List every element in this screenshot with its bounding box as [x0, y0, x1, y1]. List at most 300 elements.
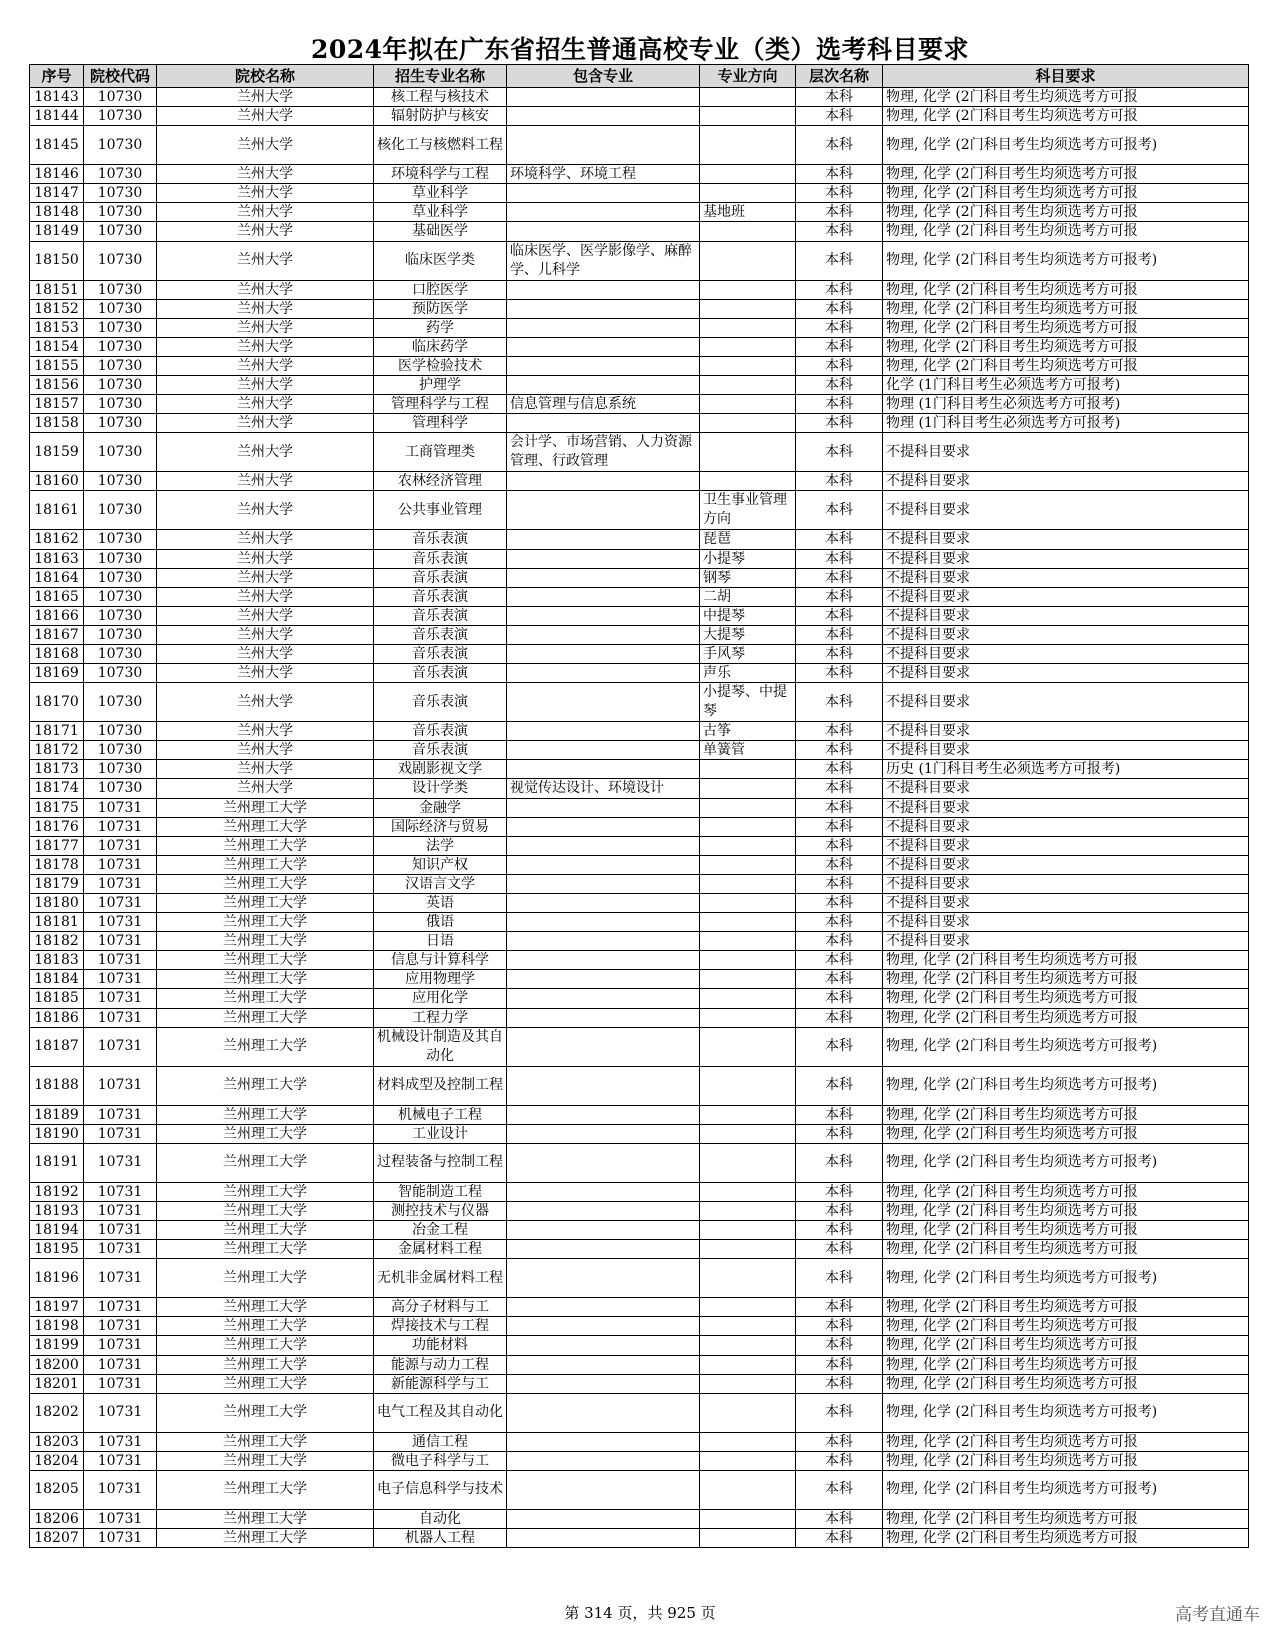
- cell-seq: 18153: [30, 318, 84, 337]
- cell-direction: [700, 337, 796, 356]
- cell-seq: 18201: [30, 1374, 84, 1393]
- cell-direction: 大提琴: [700, 625, 796, 644]
- table-row: [30, 1528, 1249, 1547]
- table-row: [30, 241, 1249, 280]
- cell-included-majors: [507, 1509, 700, 1528]
- cell-subject-requirement: 不提科目要求: [883, 549, 1249, 568]
- cell-included-majors: 会计学、市场营销、人力资源管理、行政管理: [507, 433, 700, 472]
- cell-level: 本科: [796, 414, 883, 433]
- cell-direction: [700, 1259, 796, 1298]
- cell-major-name: 功能材料: [374, 1336, 507, 1355]
- cell-direction: [700, 299, 796, 318]
- cell-subject-requirement: 不提科目要求: [883, 722, 1249, 741]
- cell-school-name: 兰州大学: [157, 491, 374, 530]
- cell-subject-requirement: 历史 (1门科目考生必须选考方可报考): [883, 760, 1249, 779]
- cell-subject-requirement: 不提科目要求: [883, 625, 1249, 644]
- cell-direction: [700, 798, 796, 817]
- table-row: [30, 280, 1249, 299]
- cell-major-name: 智能制造工程: [374, 1182, 507, 1201]
- cell-included-majors: [507, 894, 700, 913]
- cell-seq: 18159: [30, 433, 84, 472]
- cell-school-name: 兰州理工大学: [157, 1317, 374, 1336]
- cell-subject-requirement: 物理, 化学 (2门科目考生均须选考方可报: [883, 107, 1249, 126]
- table-row: [30, 951, 1249, 970]
- cell-direction: [700, 241, 796, 280]
- cell-major-name: 英语: [374, 894, 507, 913]
- cell-school-code: 10730: [84, 433, 157, 472]
- cell-school-code: 10731: [84, 1124, 157, 1143]
- cell-subject-requirement: 不提科目要求: [883, 836, 1249, 855]
- cell-direction: [700, 1528, 796, 1547]
- cell-level: 本科: [796, 184, 883, 203]
- cell-included-majors: [507, 1374, 700, 1393]
- table-row: [30, 1317, 1249, 1336]
- cell-level: 本科: [796, 491, 883, 530]
- cell-subject-requirement: 化学 (1门科目考生必须选考方可报考): [883, 376, 1249, 395]
- table-row: [30, 472, 1249, 491]
- cell-school-name: 兰州大学: [157, 664, 374, 683]
- cell-included-majors: [507, 798, 700, 817]
- cell-major-name: 音乐表演: [374, 683, 507, 722]
- cell-level: 本科: [796, 587, 883, 606]
- cell-subject-requirement: 物理, 化学 (2门科目考生均须选考方可报: [883, 1317, 1249, 1336]
- cell-level: 本科: [796, 318, 883, 337]
- table-row: [30, 1240, 1249, 1259]
- cell-major-name: 核化工与核燃料工程: [374, 126, 507, 165]
- cell-major-name: 自动化: [374, 1509, 507, 1528]
- cell-level: 本科: [796, 1066, 883, 1105]
- cell-direction: [700, 88, 796, 107]
- cell-school-code: 10730: [84, 683, 157, 722]
- table-row: [30, 549, 1249, 568]
- cell-direction: 小提琴: [700, 549, 796, 568]
- cell-included-majors: [507, 126, 700, 165]
- cell-major-name: 法学: [374, 836, 507, 855]
- cell-school-code: 10731: [84, 1374, 157, 1393]
- table-row: [30, 760, 1249, 779]
- cell-level: 本科: [796, 741, 883, 760]
- cell-level: 本科: [796, 1240, 883, 1259]
- cell-seq: 18182: [30, 932, 84, 951]
- cell-direction: [700, 1451, 796, 1470]
- cell-level: 本科: [796, 1008, 883, 1027]
- cell-major-name: 音乐表演: [374, 722, 507, 741]
- cell-level: 本科: [796, 530, 883, 549]
- cell-school-name: 兰州大学: [157, 414, 374, 433]
- cell-seq: 18195: [30, 1240, 84, 1259]
- cell-level: 本科: [796, 280, 883, 299]
- cell-major-name: 知识产权: [374, 855, 507, 874]
- cell-level: 本科: [796, 165, 883, 184]
- watermark-text: 高考直通车: [1175, 1605, 1260, 1625]
- cell-direction: [700, 376, 796, 395]
- cell-seq: 18205: [30, 1470, 84, 1509]
- cell-school-code: 10730: [84, 165, 157, 184]
- cell-major-name: 机械电子工程: [374, 1105, 507, 1124]
- cell-included-majors: [507, 299, 700, 318]
- header-direction: 专业方向: [700, 65, 796, 88]
- cell-direction: [700, 433, 796, 472]
- cell-subject-requirement: 物理, 化学 (2门科目考生均须选考方可报: [883, 1528, 1249, 1547]
- cell-seq: 18207: [30, 1528, 84, 1547]
- cell-included-majors: [507, 855, 700, 874]
- table-row: [30, 184, 1249, 203]
- cell-subject-requirement: 物理, 化学 (2门科目考生均须选考方可报: [883, 337, 1249, 356]
- table-row: [30, 568, 1249, 587]
- cell-school-name: 兰州大学: [157, 126, 374, 165]
- cell-school-name: 兰州理工大学: [157, 1393, 374, 1432]
- cell-school-code: 10730: [84, 549, 157, 568]
- cell-level: 本科: [796, 1336, 883, 1355]
- cell-direction: 小提琴、中提琴: [700, 683, 796, 722]
- cell-included-majors: [507, 606, 700, 625]
- cell-school-code: 10731: [84, 913, 157, 932]
- cell-subject-requirement: 不提科目要求: [883, 913, 1249, 932]
- cell-seq: 18203: [30, 1432, 84, 1451]
- cell-subject-requirement: 物理, 化学 (2门科目考生均须选考方可报: [883, 203, 1249, 222]
- cell-level: 本科: [796, 1124, 883, 1143]
- cell-seq: 18179: [30, 874, 84, 893]
- cell-subject-requirement: 物理, 化学 (2门科目考生均须选考方可报考): [883, 1393, 1249, 1432]
- cell-level: 本科: [796, 913, 883, 932]
- cell-school-name: 兰州理工大学: [157, 1143, 374, 1182]
- cell-direction: [700, 1432, 796, 1451]
- cell-school-code: 10730: [84, 779, 157, 798]
- cell-major-name: 微电子科学与工: [374, 1451, 507, 1470]
- cell-included-majors: [507, 1201, 700, 1220]
- cell-school-code: 10731: [84, 1182, 157, 1201]
- cell-seq: 18157: [30, 395, 84, 414]
- cell-major-name: 能源与动力工程: [374, 1355, 507, 1374]
- cell-included-majors: 环境科学、环境工程: [507, 165, 700, 184]
- cell-major-name: 汉语言文学: [374, 874, 507, 893]
- cell-seq: 18148: [30, 203, 84, 222]
- cell-seq: 18169: [30, 664, 84, 683]
- cell-seq: 18198: [30, 1317, 84, 1336]
- table-row: [30, 606, 1249, 625]
- cell-seq: 18165: [30, 587, 84, 606]
- cell-direction: 钢琴: [700, 568, 796, 587]
- cell-included-majors: [507, 951, 700, 970]
- cell-major-name: 应用物理学: [374, 970, 507, 989]
- cell-seq: 18185: [30, 989, 84, 1008]
- cell-school-name: 兰州理工大学: [157, 817, 374, 836]
- cell-school-code: 10731: [84, 1451, 157, 1470]
- cell-school-name: 兰州理工大学: [157, 874, 374, 893]
- cell-school-name: 兰州大学: [157, 356, 374, 375]
- cell-school-name: 兰州理工大学: [157, 855, 374, 874]
- cell-subject-requirement: 不提科目要求: [883, 874, 1249, 893]
- cell-major-name: 材料成型及控制工程: [374, 1066, 507, 1105]
- cell-major-name: 公共事业管理: [374, 491, 507, 530]
- cell-major-name: 音乐表演: [374, 568, 507, 587]
- table-row: [30, 299, 1249, 318]
- cell-included-majors: [507, 625, 700, 644]
- cell-subject-requirement: 不提科目要求: [883, 798, 1249, 817]
- cell-included-majors: [507, 530, 700, 549]
- cell-school-name: 兰州大学: [157, 683, 374, 722]
- cell-major-name: 金属材料工程: [374, 1240, 507, 1259]
- cell-seq: 18155: [30, 356, 84, 375]
- cell-seq: 18162: [30, 530, 84, 549]
- cell-included-majors: [507, 280, 700, 299]
- cell-subject-requirement: 物理, 化学 (2门科目考生均须选考方可报: [883, 1105, 1249, 1124]
- table-row: [30, 1201, 1249, 1220]
- cell-school-name: 兰州理工大学: [157, 1336, 374, 1355]
- cell-direction: [700, 1201, 796, 1220]
- header-school-name: 院校名称: [157, 65, 374, 88]
- cell-subject-requirement: 物理, 化学 (2门科目考生均须选考方可报: [883, 1355, 1249, 1374]
- cell-school-code: 10730: [84, 568, 157, 587]
- cell-subject-requirement: 不提科目要求: [883, 779, 1249, 798]
- cell-subject-requirement: 不提科目要求: [883, 817, 1249, 836]
- cell-seq: 18197: [30, 1298, 84, 1317]
- cell-subject-requirement: 物理, 化学 (2门科目考生均须选考方可报: [883, 1201, 1249, 1220]
- cell-included-majors: [507, 356, 700, 375]
- cell-level: 本科: [796, 874, 883, 893]
- cell-subject-requirement: 不提科目要求: [883, 664, 1249, 683]
- cell-included-majors: [507, 1182, 700, 1201]
- cell-seq: 18204: [30, 1451, 84, 1470]
- cell-subject-requirement: 物理, 化学 (2门科目考生均须选考方可报: [883, 1374, 1249, 1393]
- cell-subject-requirement: 物理 (1门科目考生必须选考方可报考): [883, 395, 1249, 414]
- cell-subject-requirement: 不提科目要求: [883, 606, 1249, 625]
- cell-school-name: 兰州理工大学: [157, 836, 374, 855]
- cell-direction: [700, 280, 796, 299]
- cell-major-name: 电气工程及其自动化: [374, 1393, 507, 1432]
- cell-subject-requirement: 物理, 化学 (2门科目考生均须选考方可报考): [883, 241, 1249, 280]
- cell-school-name: 兰州大学: [157, 606, 374, 625]
- cell-school-code: 10731: [84, 1201, 157, 1220]
- cell-school-name: 兰州大学: [157, 741, 374, 760]
- cell-level: 本科: [796, 760, 883, 779]
- cell-school-code: 10731: [84, 798, 157, 817]
- cell-school-name: 兰州理工大学: [157, 894, 374, 913]
- cell-school-code: 10731: [84, 1066, 157, 1105]
- cell-level: 本科: [796, 932, 883, 951]
- cell-school-name: 兰州大学: [157, 337, 374, 356]
- cell-subject-requirement: 物理, 化学 (2门科目考生均须选考方可报: [883, 989, 1249, 1008]
- cell-subject-requirement: 物理, 化学 (2门科目考生均须选考方可报: [883, 356, 1249, 375]
- cell-major-name: 药学: [374, 318, 507, 337]
- table-row: [30, 222, 1249, 241]
- cell-direction: [700, 1182, 796, 1201]
- cell-school-code: 10730: [84, 606, 157, 625]
- cell-seq: 18145: [30, 126, 84, 165]
- cell-level: 本科: [796, 1374, 883, 1393]
- cell-direction: [700, 855, 796, 874]
- cell-included-majors: [507, 549, 700, 568]
- cell-major-name: 测控技术与仪器: [374, 1201, 507, 1220]
- cell-direction: 卫生事业管理方向: [700, 491, 796, 530]
- cell-level: 本科: [796, 107, 883, 126]
- cell-major-name: 临床医学类: [374, 241, 507, 280]
- cell-seq: 18189: [30, 1105, 84, 1124]
- cell-school-code: 10730: [84, 203, 157, 222]
- cell-major-name: 基础医学: [374, 222, 507, 241]
- cell-included-majors: [507, 1027, 700, 1066]
- table-row: [30, 318, 1249, 337]
- cell-major-name: 戏剧影视文学: [374, 760, 507, 779]
- cell-school-name: 兰州理工大学: [157, 951, 374, 970]
- cell-direction: [700, 1143, 796, 1182]
- cell-level: 本科: [796, 1355, 883, 1374]
- cell-included-majors: [507, 376, 700, 395]
- cell-school-code: 10731: [84, 894, 157, 913]
- cell-seq: 18176: [30, 817, 84, 836]
- cell-school-name: 兰州理工大学: [157, 913, 374, 932]
- cell-subject-requirement: 不提科目要求: [883, 683, 1249, 722]
- cell-direction: [700, 1470, 796, 1509]
- cell-major-name: 医学检验技术: [374, 356, 507, 375]
- cell-school-name: 兰州大学: [157, 299, 374, 318]
- cell-level: 本科: [796, 625, 883, 644]
- table-row: [30, 1355, 1249, 1374]
- cell-school-name: 兰州理工大学: [157, 1298, 374, 1317]
- cell-included-majors: [507, 644, 700, 663]
- cell-direction: [700, 1124, 796, 1143]
- cell-school-name: 兰州理工大学: [157, 1528, 374, 1547]
- cell-major-name: 无机非金属材料工程: [374, 1259, 507, 1298]
- cell-seq: 18151: [30, 280, 84, 299]
- cell-direction: [700, 222, 796, 241]
- cell-school-code: 10731: [84, 1509, 157, 1528]
- cell-subject-requirement: 物理, 化学 (2门科目考生均须选考方可报考): [883, 1143, 1249, 1182]
- cell-seq: 18202: [30, 1393, 84, 1432]
- header-level: 层次名称: [796, 65, 883, 88]
- cell-school-code: 10730: [84, 337, 157, 356]
- cell-major-name: 过程装备与控制工程: [374, 1143, 507, 1182]
- cell-seq: 18173: [30, 760, 84, 779]
- cell-included-majors: [507, 1470, 700, 1509]
- cell-school-code: 10730: [84, 741, 157, 760]
- cell-level: 本科: [796, 779, 883, 798]
- cell-major-name: 音乐表演: [374, 625, 507, 644]
- cell-level: 本科: [796, 222, 883, 241]
- cell-major-name: 金融学: [374, 798, 507, 817]
- cell-seq: 18164: [30, 568, 84, 587]
- cell-seq: 18178: [30, 855, 84, 874]
- cell-school-code: 10730: [84, 625, 157, 644]
- cell-seq: 18186: [30, 1008, 84, 1027]
- cell-major-name: 草业科学: [374, 203, 507, 222]
- table-row: [30, 817, 1249, 836]
- table-row: [30, 1393, 1249, 1432]
- header-seq: 序号: [30, 65, 84, 88]
- cell-school-code: 10730: [84, 88, 157, 107]
- cell-included-majors: [507, 222, 700, 241]
- cell-school-name: 兰州理工大学: [157, 1201, 374, 1220]
- table-row: [30, 165, 1249, 184]
- cell-level: 本科: [796, 798, 883, 817]
- cell-subject-requirement: 物理, 化学 (2门科目考生均须选考方可报: [883, 1509, 1249, 1528]
- cell-level: 本科: [796, 376, 883, 395]
- cell-level: 本科: [796, 644, 883, 663]
- cell-subject-requirement: 物理, 化学 (2门科目考生均须选考方可报: [883, 1298, 1249, 1317]
- cell-school-code: 10730: [84, 356, 157, 375]
- cell-school-name: 兰州理工大学: [157, 1027, 374, 1066]
- cell-included-majors: [507, 989, 700, 1008]
- cell-school-name: 兰州理工大学: [157, 1240, 374, 1259]
- table-body: [30, 88, 1249, 1548]
- cell-subject-requirement: 物理, 化学 (2门科目考生均须选考方可报: [883, 299, 1249, 318]
- cell-seq: 18171: [30, 722, 84, 741]
- cell-level: 本科: [796, 203, 883, 222]
- cell-subject-requirement: 物理, 化学 (2门科目考生均须选考方可报: [883, 1008, 1249, 1027]
- cell-school-code: 10730: [84, 126, 157, 165]
- cell-subject-requirement: 物理, 化学 (2门科目考生均须选考方可报: [883, 1240, 1249, 1259]
- cell-school-code: 10730: [84, 280, 157, 299]
- table-row: [30, 433, 1249, 472]
- cell-major-name: 工商管理类: [374, 433, 507, 472]
- cell-included-majors: [507, 722, 700, 741]
- cell-direction: [700, 1298, 796, 1317]
- cell-subject-requirement: 物理, 化学 (2门科目考生均须选考方可报: [883, 222, 1249, 241]
- cell-included-majors: 视觉传达设计、环境设计: [507, 779, 700, 798]
- cell-school-name: 兰州大学: [157, 376, 374, 395]
- cell-included-majors: [507, 741, 700, 760]
- cell-school-code: 10730: [84, 664, 157, 683]
- cell-school-name: 兰州大学: [157, 184, 374, 203]
- cell-level: 本科: [796, 989, 883, 1008]
- table-row: [30, 722, 1249, 741]
- cell-subject-requirement: 不提科目要求: [883, 472, 1249, 491]
- table-row: [30, 1336, 1249, 1355]
- cell-major-name: 通信工程: [374, 1432, 507, 1451]
- table-row: [30, 376, 1249, 395]
- table-row: [30, 1124, 1249, 1143]
- cell-major-name: 口腔医学: [374, 280, 507, 299]
- table-row: [30, 587, 1249, 606]
- table-row: [30, 337, 1249, 356]
- table-row: [30, 664, 1249, 683]
- cell-level: 本科: [796, 299, 883, 318]
- table-row: [30, 1066, 1249, 1105]
- table-header-row: [30, 65, 1249, 88]
- cell-seq: 18196: [30, 1259, 84, 1298]
- cell-school-name: 兰州大学: [157, 549, 374, 568]
- cell-included-majors: [507, 1240, 700, 1259]
- table-row: [30, 932, 1249, 951]
- cell-level: 本科: [796, 1393, 883, 1432]
- cell-seq: 18160: [30, 472, 84, 491]
- cell-direction: [700, 1317, 796, 1336]
- cell-direction: [700, 779, 796, 798]
- cell-level: 本科: [796, 1221, 883, 1240]
- cell-school-code: 10731: [84, 855, 157, 874]
- cell-school-code: 10730: [84, 107, 157, 126]
- cell-included-majors: [507, 568, 700, 587]
- cell-level: 本科: [796, 722, 883, 741]
- table-row: [30, 1451, 1249, 1470]
- table-row: [30, 203, 1249, 222]
- cell-school-name: 兰州理工大学: [157, 932, 374, 951]
- cell-direction: 手风琴: [700, 644, 796, 663]
- cell-direction: 单簧管: [700, 741, 796, 760]
- cell-included-majors: [507, 318, 700, 337]
- cell-school-code: 10730: [84, 644, 157, 663]
- cell-subject-requirement: 物理, 化学 (2门科目考生均须选考方可报考): [883, 126, 1249, 165]
- cell-major-name: 环境科学与工程: [374, 165, 507, 184]
- cell-level: 本科: [796, 1105, 883, 1124]
- cell-school-code: 10730: [84, 472, 157, 491]
- cell-included-majors: [507, 1221, 700, 1240]
- cell-school-code: 10731: [84, 874, 157, 893]
- cell-seq: 18167: [30, 625, 84, 644]
- cell-seq: 18200: [30, 1355, 84, 1374]
- cell-level: 本科: [796, 894, 883, 913]
- cell-included-majors: 信息管理与信息系统: [507, 395, 700, 414]
